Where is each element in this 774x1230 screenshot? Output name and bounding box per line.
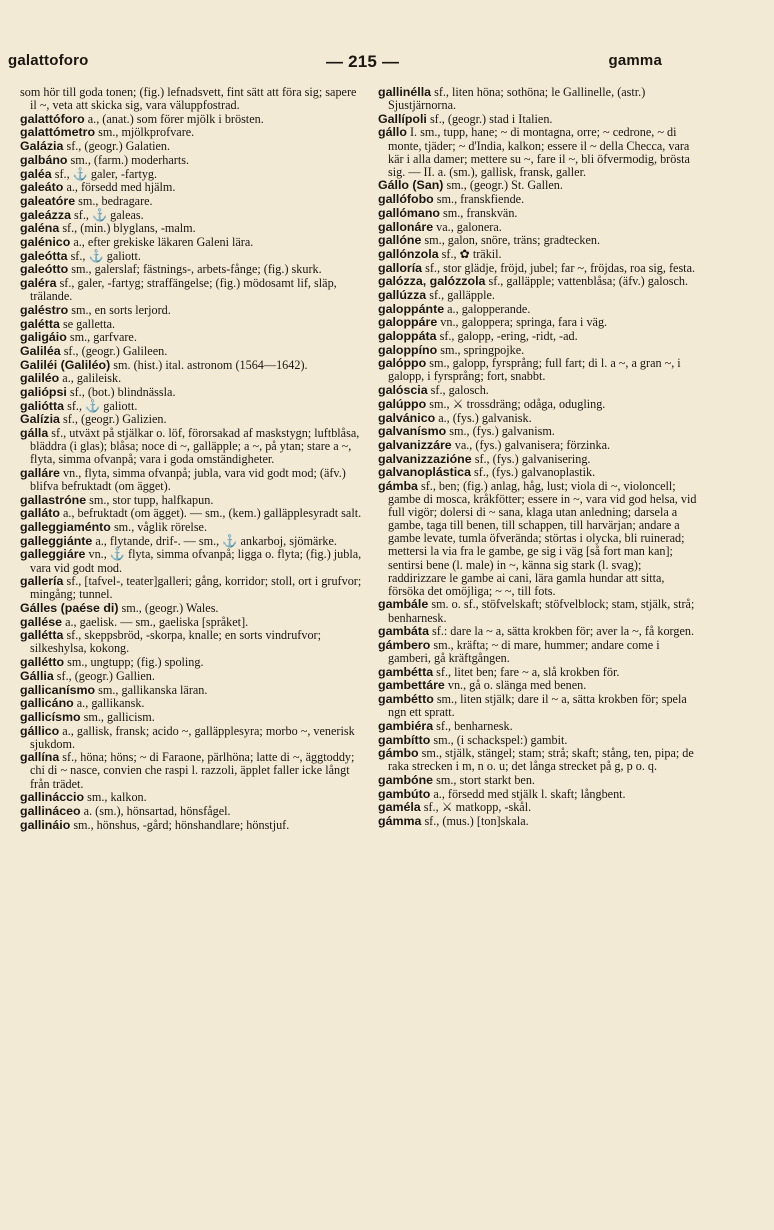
entry-headword: gallastróne: [20, 492, 87, 507]
entry-definition: sm., ⚔ trossdräng; odåga, odugling.: [429, 396, 606, 411]
entry-headword: galattómetro: [20, 125, 96, 140]
entry-headword: galeótto: [20, 262, 69, 277]
entry-headword: galiótta: [20, 398, 65, 413]
entry-definition: sf., galläpple; vattenblåsa; (äfv.) galosch.: [488, 274, 689, 289]
dictionary-entry: [20, 331, 362, 344]
entry-definition: va., galonera.: [436, 219, 502, 234]
entry-headword: galénico: [20, 234, 71, 249]
entry-definition: a., försedd med hjälm.: [66, 180, 176, 195]
dictionary-entry: [378, 193, 698, 206]
entry-definition: sm., liten stjälk; dare il ~ a, sätta krokben för; spela ngn ett spratt.: [388, 692, 687, 720]
entry-headword: gambettáre: [378, 678, 445, 693]
dictionary-entry: [378, 466, 698, 479]
dictionary-entry: [20, 697, 362, 710]
columns: [20, 86, 760, 832]
dictionary-entry: [20, 575, 362, 601]
dictionary-entry: [20, 467, 362, 493]
entry-definition: sm., kräfta; ~ di mare, hummer; andare come i gamberi, gå kräftgången.: [388, 637, 660, 665]
entry-headword: gámba: [378, 478, 418, 493]
entry-definition: a., gallikansk.: [76, 696, 145, 711]
running-head-right: gamma: [608, 52, 662, 69]
entry-definition: a., (fys.) galvanisk.: [438, 410, 532, 425]
entry-definition: a. (sm.), hönsartad, hönsfågel.: [83, 803, 231, 818]
entry-headword: gaméla: [378, 800, 421, 815]
entry-headword: galétta: [20, 316, 60, 331]
entry-definition: sf., galopp, -ering, -ridt, -ad.: [439, 329, 578, 343]
entry-headword: galláre: [20, 465, 60, 480]
entry-headword: galéstro: [20, 302, 69, 317]
entry-headword: galéra: [20, 276, 57, 291]
entry-definition: sf., (geogr.) Galizien.: [63, 412, 167, 427]
entry-definition: sf., (min.) blyglans, -malm.: [62, 221, 196, 236]
dictionary-entry: [20, 372, 362, 385]
dictionary-entry: [378, 344, 698, 357]
dictionary-entry: [20, 386, 362, 399]
dictionary-entry: [378, 439, 698, 452]
entry-headword: gallófobo: [378, 192, 434, 207]
entry-definition: sf., galläpple.: [429, 287, 495, 302]
dictionary-entry: [378, 666, 698, 679]
entry-headword: galiléo: [20, 371, 60, 386]
entry-definition: a., galileisk.: [62, 371, 122, 386]
entry-definition: sf., ✿ träkil.: [441, 246, 502, 261]
entry-definition: sm. (hist.) ital. astronom (1564—1642).: [113, 357, 308, 372]
entry-headword: galleggiáre: [20, 547, 86, 562]
entry-definition: sm., bedragare.: [78, 193, 153, 208]
entry-headword: galóscia: [378, 383, 428, 398]
entry-definition: sf., galer, -fartyg; straffängelse; (fig.) mödosamt lif, släp, trälande.: [30, 276, 337, 304]
entry-definition: sm., stor tupp, halfkapun.: [89, 492, 214, 507]
entry-headword: galoppíno: [378, 342, 438, 357]
entry-headword: galoppáta: [378, 329, 437, 343]
entry-headword: gambétto: [378, 692, 434, 707]
entry-definition: sf., (mus.) [ton]skala.: [424, 814, 529, 829]
entry-headword: gambóne: [378, 772, 434, 787]
entry-headword: gambúto: [378, 786, 431, 801]
entry-headword: Galízia: [20, 412, 60, 427]
dictionary-entry: [20, 400, 362, 413]
dictionary-entry: [378, 262, 698, 275]
dictionary-entry: [20, 507, 362, 520]
entry-definition: sf., (geogr.) Gallien.: [56, 668, 155, 683]
entry-definition: sf., skeppsbröd, -skorpa, knalle; en sorts vindrufvor; silkeshylsa, kokong.: [30, 628, 321, 656]
dictionary-entry: [20, 126, 362, 139]
entry-headword: Gallípoli: [378, 111, 427, 126]
entry-headword: galleggiánte: [20, 533, 93, 548]
entry-headword: galóppo: [378, 356, 427, 371]
entry-definition: sm., stort starkt ben.: [436, 772, 535, 787]
entry-headword: gallése: [20, 614, 63, 629]
entry-headword: gambítto: [378, 732, 431, 747]
entry-headword: galeótta: [20, 248, 68, 263]
entry-definition: sf., ⚓ galeas.: [74, 207, 144, 222]
entry-headword: galiópsi: [20, 384, 67, 399]
entry-headword: galúppo: [378, 396, 427, 411]
entry-definition: sf., litet ben; fare ~ a, slå krokben för.: [436, 664, 620, 679]
entry-definition: sf., ⚓ galer, -fartyg.: [54, 166, 158, 181]
entry-definition: sf., galosch.: [430, 383, 489, 398]
entry-definition: sf., (fys.) galvanoplastik.: [474, 465, 596, 480]
entry-definition: se galletta.: [62, 316, 116, 331]
dictionary-entry: [378, 693, 698, 719]
dictionary-entry: [20, 711, 362, 724]
entry-headword: galózza, galózzola: [378, 274, 486, 289]
right-column: [378, 86, 698, 832]
entry-definition: a., galopperande.: [447, 301, 531, 316]
dictionary-entry: [20, 113, 362, 126]
entry-definition: vn., galoppera; springa, fara i väg.: [440, 315, 608, 330]
dictionary-entry: [378, 815, 698, 828]
entry-definition: sm., kalkon.: [87, 790, 147, 805]
entry-definition: sf.: dare la ~ a, sätta krokben för; aver la ~, få korgen.: [432, 624, 695, 639]
entry-headword: gallicáno: [20, 696, 74, 711]
entry-definition: sm., (fys.) galvanism.: [449, 424, 555, 439]
entry-definition: sm., (i schackspel:) gambit.: [433, 732, 568, 747]
dictionary-entry: [20, 629, 362, 655]
entry-headword: gallería: [20, 574, 64, 589]
entry-definition: sf., [tafvel-, teater]galleri; gång, korridor; stoll, ort i grufvor; mingång; tunnel.: [30, 574, 362, 602]
entry-headword: gámbero: [378, 637, 431, 652]
dictionary-entry: [20, 616, 362, 629]
dictionary-entry: [378, 357, 698, 383]
entry-definition: sf., (geogr.) Galileen.: [63, 343, 168, 358]
entry-definition: a., försedd med stjälk l. skaft; långbent.: [433, 786, 626, 801]
entry-definition: a., (anat.) som förer mjölk i brösten.: [87, 111, 264, 126]
entry-definition: a., efter grekiske läkaren Galeni lära.: [73, 234, 254, 249]
dictionary-entry: [378, 221, 698, 234]
entry-definition: vn., flyta, simma ofvanpå; jubla, vara vid godt mod; (äfv.) blifva befruktadt (om ägget).: [30, 465, 346, 493]
entry-definition: sm., mjölkprofvare.: [98, 125, 195, 140]
dictionary-entry: [378, 720, 698, 733]
entry-headword: galoppáre: [378, 315, 438, 330]
page-number: — 215 —: [326, 52, 400, 71]
entry-definition: sf., ⚔ matkopp, -skål.: [423, 800, 532, 815]
entry-headword: gambále: [378, 597, 429, 612]
entry-definition: sf., ⚓ galiott.: [70, 248, 141, 263]
dictionary-entry: [378, 384, 698, 397]
entry-headword: gallináceo: [20, 803, 81, 818]
dictionary-entry: [20, 304, 362, 317]
entry-headword: galeázza: [20, 207, 71, 222]
dictionary-entry: [20, 670, 362, 683]
entry-definition: sf., (bot.) blindnässla.: [69, 384, 176, 399]
entry-headword: galvanísmo: [378, 424, 447, 439]
entry-headword: galeatóre: [20, 193, 76, 208]
entry-headword: Galiléi (Galiléo): [20, 357, 111, 372]
entry-headword: gállo: [378, 125, 407, 140]
entry-headword: gallúzza: [378, 287, 427, 302]
dictionary-entry: [378, 86, 698, 112]
dictionary-entry: [378, 113, 698, 126]
entry-headword: gallinélla: [378, 85, 432, 99]
entry-headword: galéa: [20, 166, 52, 181]
entry-definition: sm., galopp, fyrsprång; full fart; di l. a ~, a gran ~, i galopp, i fyrsprång; fort, snabbt.: [388, 356, 681, 384]
entry-definition: sf., liten höna; sothöna; le Gallinelle, (astr.) Sjustjärnorna.: [388, 85, 646, 113]
entry-definition: a., befruktadt (om ägget). — sm., (kem.) galläpplesyradt salt.: [62, 506, 362, 521]
entry-definition: I. sm., tupp, hane; ~ di montagna, orre; ~ cedrone, ~ di monte, tjäder; ~ d'India, kalkon; essere il ~ della Checca, vara kär i alla damer; mettere su ~, fare il ~, bli öfvermodig, brösta sig. — II. a. (sm.), gallisk, fransk, galler.: [388, 125, 690, 179]
dictionary-entry: [378, 248, 698, 261]
entry-definition: som hör till goda tonen; (fig.) lefnadsvett, fint sätt att föra sig; sapere il ~, veta att skicka sig, vara väluppfostrad.: [20, 85, 357, 113]
entry-headword: galeáto: [20, 180, 64, 195]
dictionary-entry: [378, 330, 698, 343]
dictionary-entry: [20, 250, 362, 263]
dictionary-entry: [378, 480, 698, 598]
dictionary-entry: [378, 788, 698, 801]
dictionary-entry: [378, 639, 698, 665]
entry-definition: sf., (geogr.) stad i Italien.: [429, 111, 553, 126]
entry-definition: sm., franskvän.: [443, 205, 518, 220]
dictionary-entry: [20, 494, 362, 507]
entry-headword: gambétta: [378, 664, 434, 679]
dictionary-entry: [20, 602, 362, 615]
dictionary-entry: [378, 234, 698, 247]
entry-definition: sm., stjälk, stängel; stam; strå; skaft; stång, ten, pipa; de raka strecken i m, n o. u; det långa strecket på g, p o. q.: [388, 746, 694, 774]
entry-headword: gallína: [20, 750, 60, 765]
entry-definition: sf., ben; (fig.) anlag, håg, lust; viola di ~, violoncell; gambe di mosca, kråkfötter; essere in ~, vara vid god helsa, vid full vigör; dolersi di ~ sana, klaga utan anledning; darsela a gambe, taga till benen, till schappen, till harvärjan; andare a gambe levate, tumla öfverända; störtas i olycka, bli ruinerad; mettersi la via fra le gambe, ge sig i väg [så fort man kan]; sentirsi bene (l. male) in ~, känna sig stark (l. svag); raddirizzare le gambe ai cani, lära gamla hundar att sitta, försöka det omöjliga; ~ ~, till fots.: [388, 478, 697, 598]
entry-headword: galattóforo: [20, 111, 85, 126]
entry-definition: sm., garfvare.: [69, 330, 137, 345]
entry-definition: sf., (fys.) galvanisering.: [474, 451, 591, 466]
entry-headword: galbáno: [20, 152, 68, 167]
entry-headword: gallétto: [20, 655, 65, 670]
entry-definition: a., flytande, drif-. — sm., ⚓ ankarboj, sjömärke.: [95, 533, 337, 548]
dictionary-entry: [20, 277, 362, 303]
dictionary-entry: [378, 289, 698, 302]
dictionary-entry: [20, 684, 362, 697]
entry-headword: Galázia: [20, 139, 64, 154]
entry-headword: galigáio: [20, 330, 67, 345]
dictionary-entry: [20, 751, 362, 790]
dictionary-entry: [20, 209, 362, 222]
entry-headword: galvánico: [378, 410, 436, 425]
dictionary-entry: [20, 318, 362, 331]
entry-headword: galvanoplástica: [378, 465, 471, 480]
dictionary-entry: [378, 625, 698, 638]
entry-definition: sm., en sorts lerjord.: [71, 302, 171, 317]
entry-headword: galláto: [20, 506, 60, 521]
entry-definition: sm., gallikanska läran.: [98, 682, 208, 697]
dictionary-entry: [378, 598, 698, 624]
entry-headword: gallonáre: [378, 219, 434, 234]
dictionary-entry: [20, 791, 362, 804]
entry-headword: gallómano: [378, 205, 440, 220]
entry-headword: galoppánte: [378, 301, 445, 316]
entry-definition: sm., galerslaf; fästnings-, arbets-fånge; (fig.) skurk.: [71, 262, 322, 277]
dictionary-entry: [378, 425, 698, 438]
entry-definition: a., gallisk, fransk; acido ~, galläpplesyra; morbo ~, venerisk sjukdom.: [30, 723, 355, 751]
entry-headword: gállico: [20, 723, 60, 738]
dictionary-entry: [20, 548, 362, 574]
entry-headword: gambáta: [378, 624, 429, 639]
dictionary-entry: [20, 263, 362, 276]
entry-headword: Galiléa: [20, 343, 61, 358]
entry-headword: galvanizzazióne: [378, 451, 472, 466]
entry-definition: sm., (geogr.) St. Gallen.: [446, 178, 563, 193]
dictionary-entry: [20, 521, 362, 534]
entry-headword: gallétta: [20, 628, 64, 643]
dictionary-entry: [20, 154, 362, 167]
entry-headword: gallóne: [378, 233, 422, 248]
entry-headword: gambiéra: [378, 718, 434, 733]
entry-definition: va., (fys.) galvanisera; förzinka.: [454, 437, 611, 452]
entry-headword: Gállia: [20, 668, 54, 683]
entry-definition: sf., ⚓ galiott.: [67, 398, 138, 413]
dictionary-entry: [378, 316, 698, 329]
entry-headword: gámbo: [378, 746, 419, 761]
entry-headword: galvanizzáre: [378, 437, 452, 452]
entry-headword: gallináio: [20, 817, 71, 832]
entry-definition: vn., ⚓ flyta, simma ofvanpå; ligga o. flyta; (fig.) jubla, vara vid godt mod.: [30, 547, 362, 575]
entry-definition: sm., våglik rörelse.: [113, 520, 208, 535]
entry-headword: galloría: [378, 260, 423, 275]
dictionary-entry: [378, 453, 698, 466]
entry-headword: gallináccio: [20, 790, 85, 805]
entry-definition: sf., höna; höns; ~ di Faraone, pärlhöna; latte di ~, äggtoddy; chi di ~ nasce, convien che raspi l. razzoli, äpplet faller icke långt från trädet.: [30, 750, 355, 791]
dictionary-entry: [378, 207, 698, 220]
entry-definition: sm., franskfiende.: [436, 192, 525, 207]
running-head-left: galattoforo: [8, 52, 89, 69]
dictionary-entry: [378, 747, 698, 773]
entry-headword: gálla: [20, 426, 49, 440]
dictionary-entry: [20, 427, 362, 466]
dictionary-entry: [20, 819, 362, 832]
dictionary-entry: [20, 222, 362, 235]
dictionary-entry: [20, 86, 362, 112]
entry-definition: sf., stor glädje, fröjd, jubel; far ~, fröjdas, roa sig, festa.: [425, 260, 696, 275]
entry-definition: vn., gå o. slänga med benen.: [447, 678, 587, 693]
dictionary-entry: [378, 303, 698, 316]
entry-definition: sm. o. sf., stöfvelskaft; stöfvelblock; stam, stjälk, strå; benharnesk.: [388, 597, 695, 625]
entry-definition: sm., ungtupp; (fig.) spoling.: [67, 655, 204, 670]
entry-headword: Gállo (San): [378, 178, 444, 193]
entry-headword: gámma: [378, 814, 422, 829]
entry-definition: sf., utväxt på stjälkar o. löf, förorsakad af maskstygn; luftblåsa, bläddra (i glas); blåsa; noce di ~, galläpple; a ~, på ytan; stare a ~, flyta, simma ofvanpå; vara i goda omständigheter.: [30, 426, 360, 467]
entry-headword: galéna: [20, 221, 60, 236]
dictionary-entry: [20, 535, 362, 548]
dictionary-entry: [20, 805, 362, 818]
entry-definition: sm., gallicism.: [83, 709, 155, 724]
dictionary-entry: [20, 656, 362, 669]
dictionary-entry: [378, 734, 698, 747]
dictionary-entry: [378, 275, 698, 288]
entry-headword: gallónzola: [378, 246, 439, 261]
entry-definition: sf., benharnesk.: [436, 718, 513, 733]
dictionary-entry: [20, 181, 362, 194]
dictionary-entry: [20, 140, 362, 153]
entry-definition: sm., galon, snöre, träns; gradtecken.: [424, 233, 601, 248]
dictionary-entry: [20, 345, 362, 358]
dictionary-entry: [20, 725, 362, 751]
dictionary-entry: [378, 126, 698, 178]
entry-headword: galleggiaménto: [20, 520, 111, 535]
entry-definition: a., gaelisk. — sm., gaeliska [språket].: [65, 614, 249, 629]
entry-headword: Gálles (paése di): [20, 600, 119, 615]
dictionary-entry: [20, 236, 362, 249]
dictionary-entry: [20, 413, 362, 426]
dictionary-entry: [378, 398, 698, 411]
entry-definition: sm., hönshus, -gård; hönshandlare; hönstjuf.: [73, 817, 290, 832]
entry-headword: gallicanísmo: [20, 682, 96, 697]
left-column: [20, 86, 362, 832]
dictionary-entry: [20, 195, 362, 208]
dictionary-entry: [378, 679, 698, 692]
entry-headword: gallicísmo: [20, 709, 81, 724]
dictionary-entry: [378, 179, 698, 192]
dictionary-entry: [378, 774, 698, 787]
dictionary-entry: [20, 168, 362, 181]
dictionary-entry: [20, 359, 362, 372]
entry-definition: sm., (farm.) moderharts.: [70, 152, 190, 167]
entry-definition: sm., springpojke.: [440, 342, 525, 357]
entry-definition: sf., (geogr.) Galatien.: [66, 139, 171, 154]
entry-definition: sm., (geogr.) Wales.: [121, 600, 219, 615]
dictionary-entry: [378, 801, 698, 814]
dictionary-entry: [378, 412, 698, 425]
